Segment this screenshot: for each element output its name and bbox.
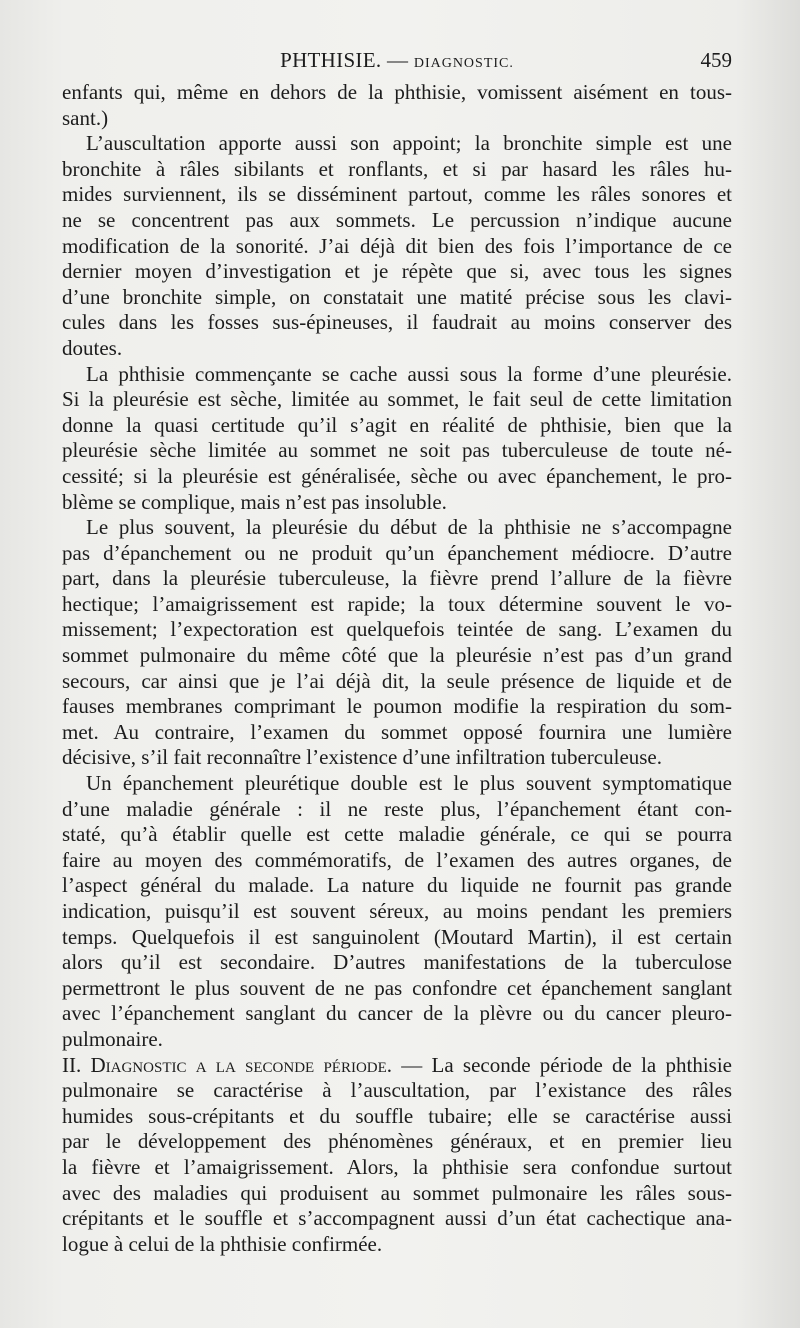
section-number: II. — [62, 1052, 91, 1077]
text-line: enfants qui, même en dehors de la phthisie, vomissent aisément en tous- — [62, 80, 732, 104]
text-line: Si la pleurésie est sèche, limitée au sommet, le fait seul de cette limitation — [62, 387, 732, 412]
header-subtitle: DIAGNOSTIC. — [413, 56, 514, 71]
text-line: pleurésie sèche limitée au sommet ne soit pas tuberculeuse de toute né- — [62, 438, 732, 463]
header-title: PHTHISIE. — [280, 48, 382, 72]
text-line: sant.) — [62, 105, 109, 130]
text-line: Un épanchement pleurétique double est le plus souvent symptomatique — [86, 771, 732, 796]
text-line: pulmonaire se caractérise à l’auscultation, par l’existance des râles — [62, 1078, 732, 1103]
section-heading-line — [62, 1053, 732, 1079]
text-line: sommet pulmonaire du même côté que la pleurésie n’est pas d’un grand — [62, 643, 732, 668]
text-line: la fièvre et l’amaigrissement. Alors, la phthisie sera confondue surtout — [62, 1154, 732, 1179]
text-line: pas d’épanchement ou ne produit qu’un épanchement médiocre. D’autre — [62, 540, 732, 565]
text-line: donne la quasi certitude qu’il s’agit en réalité de phthisie, bien que la — [62, 412, 732, 437]
text-line: décisive, s’il fait reconnaître l’existence d’une infiltration tuberculeuse. — [62, 745, 663, 770]
text-line: modification de la sonorité. J’ai déjà dit bien des fois l’importance de ce — [62, 233, 732, 258]
text-line: mides surviennent, ils se disséminent partout, comme les râles sonores et — [62, 182, 732, 207]
text-line: blème se complique, mais n’est pas insoluble. — [62, 489, 447, 514]
text-line: faire au moyen des commémoratifs, de l’examen des autres organes, de — [62, 847, 732, 872]
text-line: indication, puisqu’il est souvent séreux, au moins pendant les premiers — [62, 899, 732, 923]
page-number: 459 — [700, 48, 732, 72]
text-line: secours, car ainsi que je l’ai déjà dit, la seule présence de liquide et de — [62, 668, 732, 693]
text-line: doutes. — [62, 335, 123, 360]
header-dash: — — [386, 48, 409, 72]
text-line: avec l’épanchement sanglant du cancer de la plèvre ou du cancer pleuro- — [62, 1001, 732, 1026]
text-line: hectique; l’amaigrissement est rapide; la toux détermine souvent le vo- — [62, 591, 732, 616]
text-line: alors qu’il est secondaire. D’autres manifestations de la tuberculose — [62, 950, 732, 975]
text-line: missement; l’expectoration est quelquefois teintée de sang. L’examen du — [62, 617, 732, 642]
text-line: ne se concentrent pas aux sommets. Le percussion n’indique aucune — [62, 207, 732, 232]
text-line: pulmonaire. — [62, 1026, 163, 1051]
text-line: dernier moyen d’investigation et je répète que si, avec tous les signes — [62, 259, 732, 284]
text-line: humides sous-crépitants et du souffle tubaire; elle se caractérise aussi — [62, 1103, 732, 1128]
text-line: avec des maladies qui produisent au sommet pulmonaire les râles sous- — [62, 1180, 732, 1205]
text-line: temps. Quelquefois il est sanguinolent (Moutard Martin), il est certain — [62, 924, 732, 949]
text-line: fauses membranes comprimant le poumon modifie la respiration du som- — [62, 694, 732, 719]
text-line: Le plus souvent, la pleurésie du début de la phthisie ne s’accompagne — [86, 515, 732, 540]
text-line: bronchite à râles sibilants et ronflants, et si par hasard les râles hu- — [62, 156, 732, 181]
text-line: d’une bronchite simple, on constatait une matité précise sous les clavi- — [62, 284, 732, 309]
text-line: par le développement des phénomènes généraux, et en premier lieu — [62, 1129, 732, 1154]
running-head — [62, 44, 732, 80]
text-line: part, dans la pleurésie tuberculeuse, la fièvre prend l’allure de la fièvre — [62, 566, 732, 591]
running-header — [62, 44, 732, 76]
body-text — [62, 80, 732, 1257]
section-heading: Diagnostic a la seconde période. — [90, 1052, 393, 1077]
text-line: permettront le plus souvent de ne pas confondre cet épanchement sanglant — [62, 975, 732, 1000]
text-line: logue à celui de la phthisie confirmée. — [62, 1231, 383, 1256]
text-line: L’auscultation apporte aussi son appoint; la bronchite simple est une — [86, 131, 732, 156]
text-line: La phthisie commençante se cache aussi sous la forme d’une pleurésie. — [86, 361, 732, 386]
text-line: met. Au contraire, l’examen du sommet opposé fournira une lumière — [62, 719, 732, 744]
section-heading-continuation: — La seconde période de la phthisie — [392, 1052, 732, 1077]
text-line: l’aspect général du malade. La nature du liquide ne fournit pas grande — [62, 873, 732, 898]
text-line: d’une maladie générale : il ne reste plus, l’épanchement étant con- — [62, 796, 732, 821]
text-line: cessité; si la pleurésie est généralisée, sèche ou avec épanchement, le pro- — [62, 463, 732, 488]
text-line: cules dans les fosses sus-épineuses, il faudrait au moins conserver des — [62, 310, 732, 335]
text-line: crépitants et le souffle et s’accompagnent aussi d’un état cachectique ana- — [62, 1206, 732, 1231]
text-line: staté, qu’à établir quelle est cette maladie générale, ce qui se pourra — [62, 822, 732, 847]
